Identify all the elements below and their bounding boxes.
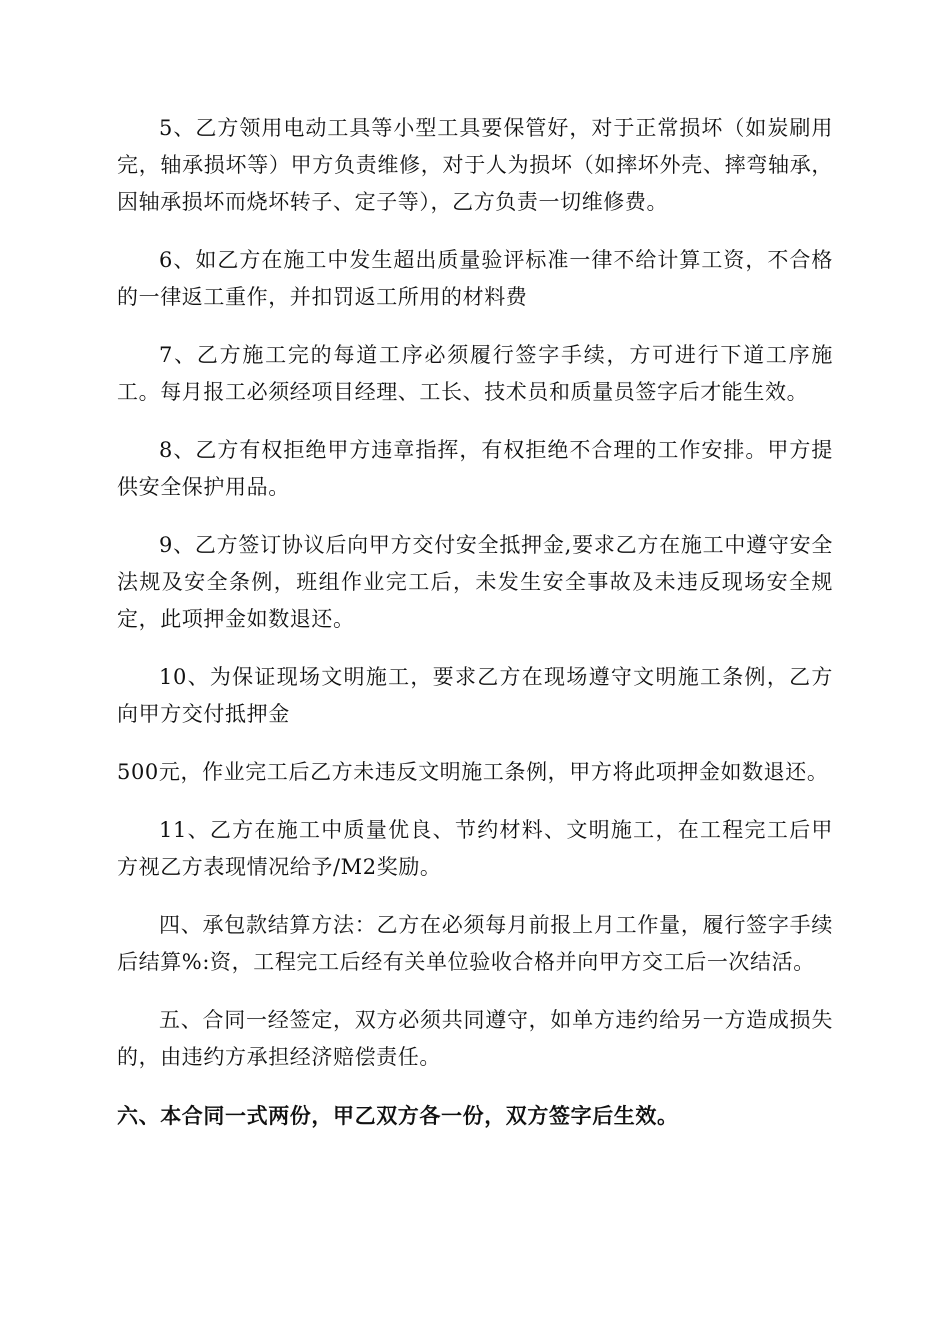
- clause-9-paragraph: 9、乙方签订协议后向甲方交付安全抵押金,要求乙方在施工中遵守安全法规及安全条例，班组作业完工后，未发生安全事故及未违反现场安全规定，此项押金如数退还。: [117, 533, 833, 631]
- contract-body: [117, 110, 833, 1155]
- clause-10-paragraph: 10、为保证现场文明施工，要求乙方在现场遵守文明施工条例，乙方向甲方交付抵押金: [117, 665, 833, 726]
- clause-6-paragraph: 6、如乙方在施工中发生超出质量验评标准一律不给计算工资，不合格的一律返工重作，并扣罚返工所用的材料费: [117, 248, 833, 309]
- clause-5-paragraph: 5、乙方领用电动工具等小型工具要保管好，对于正常损坏（如炭刷用完，轴承损坏等）甲方负责维修，对于人为损坏（如摔坏外壳、摔弯轴承，因轴承损坏而烧坏转子、定子等），乙方负责一切维修费。: [117, 116, 833, 214]
- clause-10-continuation-paragraph: 500元，作业完工后乙方未违反文明施工条例，甲方将此项押金如数退还。: [117, 760, 829, 784]
- section-6-final-clause: 六、本合同一式两份，甲乙双方各一份，双方签字后生效。: [117, 1103, 679, 1128]
- clause-8-paragraph: 8、乙方有权拒绝甲方违章指挥，有权拒绝不合理的工作安排。甲方提供安全保护用品。: [117, 438, 833, 499]
- clause-11-paragraph: 11、乙方在施工中质量优良、节约材料、文明施工，在工程完工后甲方视乙方表现情况给予/M2奖励。: [117, 818, 833, 879]
- section-5-breach-paragraph: 五、合同一经签定，双方必须共同遵守，如单方违约给另一方造成损失的，由违约方承担经济赔偿责任。: [117, 1008, 833, 1069]
- clause-7-paragraph: 7、乙方施工完的每道工序必须履行签字手续，方可进行下道工序施工。每月报工必须经项目经理、工长、技术员和质量员签字后才能生效。: [117, 343, 833, 404]
- section-4-settlement-paragraph: 四、承包款结算方法：乙方在必须每月前报上月工作量，履行签字手续后结算%:资，工程完工后经有关单位验收合格并向甲方交工后一次结活。: [117, 913, 833, 974]
